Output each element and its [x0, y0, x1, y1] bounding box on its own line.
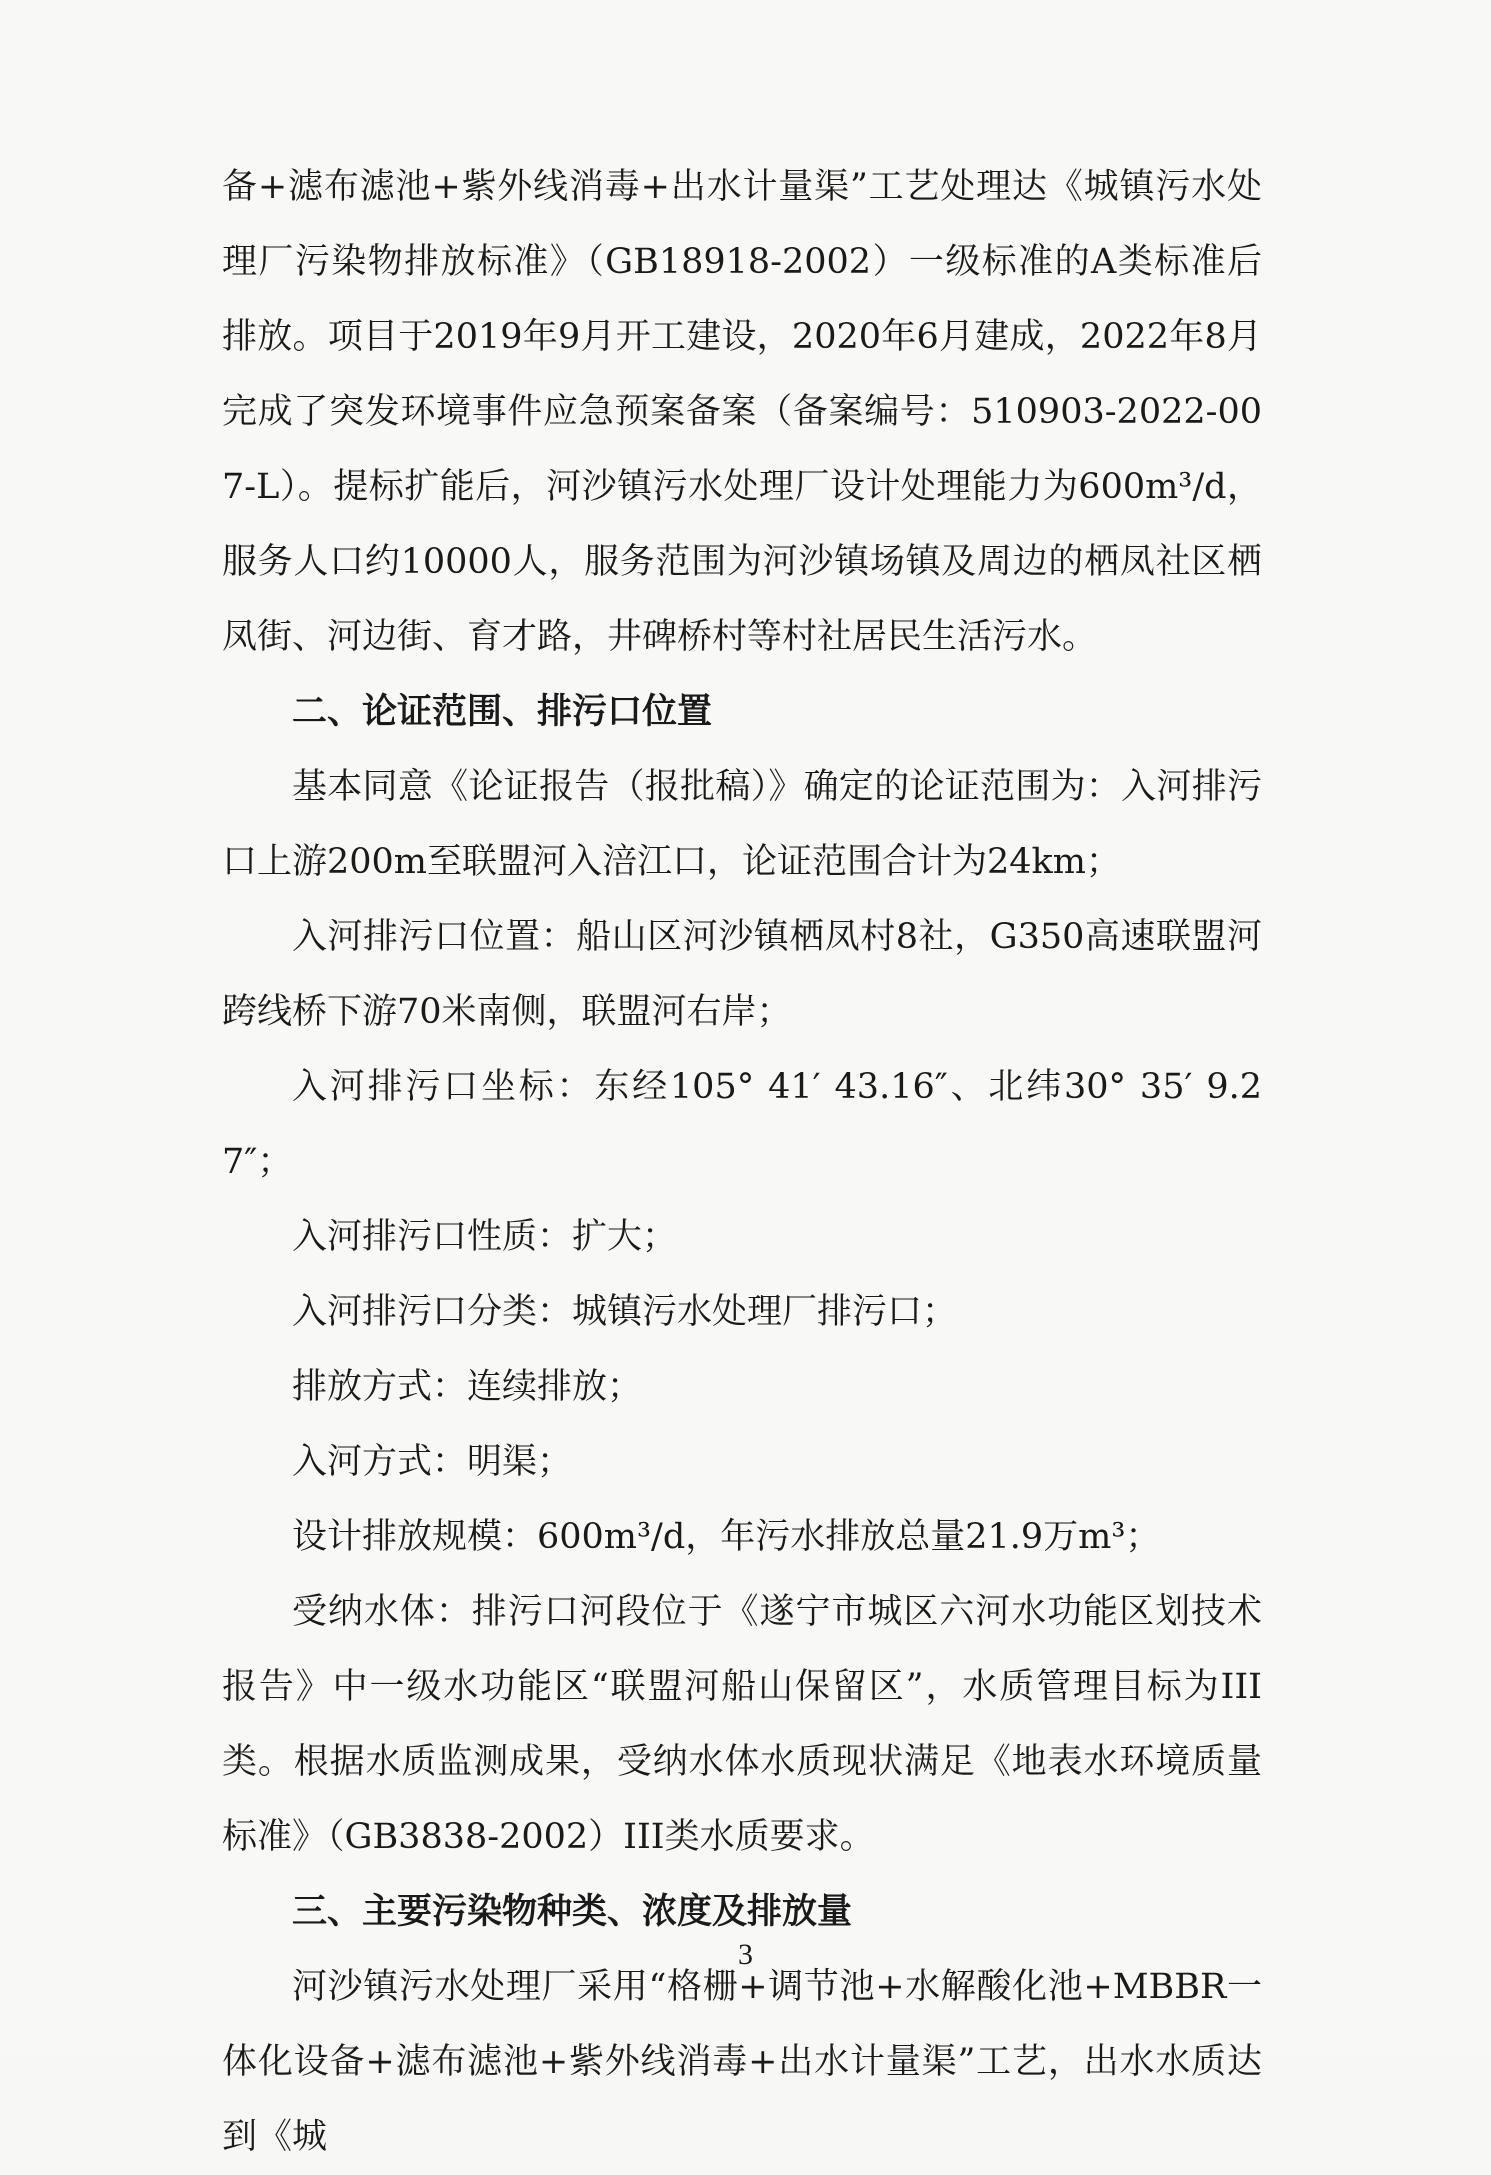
paragraph-discharge-mode: 排放方式：连续排放；: [292, 1367, 643, 1407]
paragraph-design-scale: 设计排放规模：600m³/d，年污水排放总量21.9万m³；: [292, 1517, 1161, 1557]
paragraph-treatment-process: 河沙镇污水处理厂采用“格栅+调节池+水解酸化池+MBBR一体化设备+滤布滤池+紫外线消毒+出水计量渠”工艺，出水水质达到《城: [222, 1967, 1262, 2157]
paragraph-outlet-nature: 入河排污口性质：扩大；: [292, 1217, 678, 1257]
section-heading-scope: 二、论证范围、排污口位置: [292, 692, 713, 732]
paragraph-outlet-category: 入河排污口分类：城镇污水处理厂排污口；: [292, 1292, 958, 1332]
paragraph-river-entry-mode: 入河方式：明渠；: [292, 1442, 573, 1482]
paragraph-outlet-coordinates: 入河排污口坐标：东经105° 41′ 43.16″、北纬30° 35′ 9.27″；: [222, 1067, 1262, 1182]
paragraph-project-overview: 备+滤布滤池+紫外线消毒+出水计量渠”工艺处理达《城镇污水处理厂污染物排放标准》（GB18918-2002）一级标准的A类标准后排放。项目于2019年9月开工建设，2020年6月建成，2022年8月完成了突发环境事件应急预案备案（备案编号：510903-2022-007-L）。提标扩能后，河沙镇污水处理厂设计处理能力为600m³/d，服务人口约10000人，服务范围为河沙镇场镇及周边的栖凤社区栖凤街、河边街、育才路，井碑桥村等村社居民生活污水。: [222, 167, 1262, 657]
paragraph-outlet-location: 入河排污口位置：船山区河沙镇栖凤村8社，G350高速联盟河跨线桥下游70米南侧，联盟河右岸；: [222, 917, 1262, 1032]
document-body: [222, 150, 1262, 2175]
page-number: 3: [738, 1938, 753, 1971]
paragraph-scope: 基本同意《论证报告（报批稿）》确定的论证范围为：入河排污口上游200m至联盟河入涪江口，论证范围合计为24km；: [222, 767, 1262, 882]
section-heading-pollutants: 三、主要污染物种类、浓度及排放量: [292, 1892, 853, 1932]
paragraph-receiving-water: 受纳水体：排污口河段位于《遂宁市城区六河水功能区划技术报告》中一级水功能区“联盟河船山保留区”，水质管理目标为III类。根据水质监测成果，受纳水体水质现状满足《地表水环境质量标准》（GB3838-2002）III类水质要求。: [222, 1592, 1262, 1857]
